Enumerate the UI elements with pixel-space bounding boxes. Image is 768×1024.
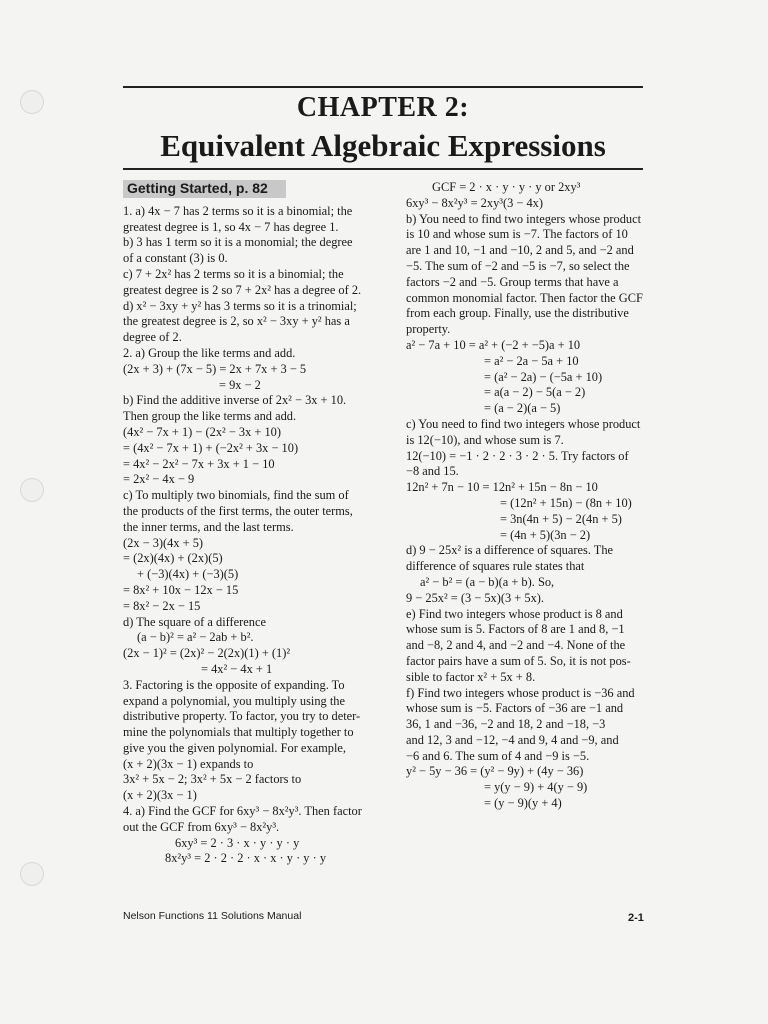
text-line: = 4x² − 4x + 1 bbox=[201, 661, 273, 676]
text-line: mine the polynomials that multiply together to bbox=[123, 725, 354, 740]
binder-hole-middle bbox=[20, 478, 44, 502]
binder-hole-bottom bbox=[20, 862, 44, 886]
text-line: and −8, 2 and 4, and −2 and −4. None of the bbox=[406, 638, 626, 653]
text-line: f) Find two integers whose product is −36 and bbox=[406, 685, 635, 700]
text-line: = a(a − 2) − 5(a − 2) bbox=[484, 385, 586, 400]
text-line: give you the given polynomial. For example, bbox=[123, 740, 346, 755]
text-line: = (a − 2)(a − 5) bbox=[484, 401, 561, 416]
section-banner: Getting Started, p. 82 bbox=[123, 180, 286, 198]
text-line: c) To multiply two binomials, find the sum of bbox=[123, 488, 349, 503]
text-line: c) 7 + 2x² has 2 terms so it is a binomial; the bbox=[123, 266, 344, 281]
text-line: (2x − 1)² = (2x)² − 2(2x)(1) + (1)² bbox=[123, 646, 291, 661]
text-line: −6 and 6. The sum of 4 and −9 is −5. bbox=[406, 748, 590, 763]
text-line: = (2x)(4x) + (2x)(5) bbox=[123, 551, 223, 566]
text-line: d) x² − 3xy + y² has 3 terms so it is a trinomial; bbox=[123, 298, 357, 313]
text-line: Then group the like terms and add. bbox=[123, 409, 297, 424]
text-line: b) You need to find two integers whose product bbox=[406, 211, 642, 226]
right-column bbox=[406, 180, 660, 812]
text-line: GCF = 2 · x · y · y · y or 2xy³ bbox=[432, 180, 581, 194]
text-line: e) Find two integers whose product is 8 and bbox=[406, 606, 623, 621]
text-line: is 10 and whose sum is −7. The factors of 10 bbox=[406, 227, 628, 242]
text-line: difference of squares rule states that bbox=[406, 559, 585, 574]
text-line: expand a polynomial, you multiply using the bbox=[123, 693, 345, 708]
text-line: (2x + 3) + (7x − 5) = 2x + 7x + 3 − 5 bbox=[123, 361, 307, 376]
text-line: are 1 and 10, −1 and −10, 2 and 5, and −2 and bbox=[406, 243, 634, 258]
text-line: (4x² − 7x + 1) − (2x² − 3x + 10) bbox=[123, 424, 281, 439]
text-line: −5. The sum of −2 and −5 is −7, so select the bbox=[406, 258, 630, 273]
text-line: 12n² + 7n − 10 = 12n² + 15n − 8n − 10 bbox=[406, 480, 598, 495]
page-number: 2-1 bbox=[628, 912, 644, 924]
text-line: whose sum is 5. Factors of 8 are 1 and 8, −1 bbox=[406, 622, 625, 637]
text-line: greatest degree is 2 so 7 + 2x² has a degree of 2. bbox=[123, 282, 362, 297]
text-line: whose sum is −5. Factors of −36 are −1 and bbox=[406, 701, 624, 716]
text-line: c) You need to find two integers whose product bbox=[406, 416, 641, 431]
text-line: = 3n(4n + 5) − 2(4n + 5) bbox=[500, 511, 622, 526]
header-rule-top bbox=[123, 86, 643, 88]
text-line: (a − b)² = a² − 2ab + b². bbox=[137, 630, 254, 645]
text-line: 12(−10) = −1 · 2 · 2 · 3 · 2 · 5. Try factors of bbox=[406, 448, 629, 463]
text-line: from each group. Finally, use the distributive bbox=[406, 306, 629, 321]
right-column-text bbox=[406, 180, 660, 812]
text-line: distributive property. To factor, you try to deter- bbox=[123, 709, 361, 724]
text-line: = (12n² + 15n) − (8n + 10) bbox=[500, 495, 632, 510]
text-line: (2x − 3)(4x + 5) bbox=[123, 535, 204, 550]
text-line: the greatest degree is 2, so x² − 3xy + y² has a bbox=[123, 314, 350, 329]
text-line: = (y − 9)(y + 4) bbox=[484, 796, 562, 811]
text-line: 2. a) Group the like terms and add. bbox=[123, 345, 296, 360]
text-line: degree of 2. bbox=[123, 330, 182, 345]
text-line: 36, 1 and −36, −2 and 18, 2 and −18, −3 bbox=[406, 717, 606, 732]
binder-hole-top bbox=[20, 90, 44, 114]
text-line: b) 3 has 1 term so it is a monomial; the degree bbox=[123, 235, 353, 250]
text-line: a² − b² = (a − b)(a + b). So, bbox=[420, 574, 555, 589]
page-title: Equivalent Algebraic Expressions bbox=[160, 128, 606, 163]
text-line: 3. Factoring is the opposite of expanding. To bbox=[123, 677, 345, 692]
text-line: = (a² − 2a) − (−5a + 10) bbox=[484, 369, 603, 384]
text-line: 9 − 25x² = (3 − 5x)(3 + 5x). bbox=[406, 590, 545, 605]
text-line: out the GCF from 6xy³ − 8x²y³. bbox=[123, 819, 280, 834]
text-line: the products of the first terms, the outer terms, bbox=[123, 503, 353, 518]
text-line: d) The square of a difference bbox=[123, 614, 266, 629]
text-line: sible to factor x² + 5x + 8. bbox=[406, 669, 536, 684]
text-line: = 4x² − 2x² − 7x + 3x + 1 − 10 bbox=[123, 456, 275, 471]
left-column bbox=[123, 180, 395, 867]
text-line: = 9x − 2 bbox=[219, 377, 261, 392]
text-line: = y(y − 9) + 4(y − 9) bbox=[484, 780, 588, 795]
text-line: 3x² + 5x − 2; 3x² + 5x − 2 factors to bbox=[123, 772, 302, 787]
text-line: (x + 2)(3x − 1) expands to bbox=[123, 756, 254, 771]
text-line: of a constant (3) is 0. bbox=[123, 251, 228, 266]
text-line: common monomial factor. Then factor the GCF bbox=[406, 290, 643, 305]
text-line: property. bbox=[406, 322, 451, 337]
text-line: factors −2 and −5. Group terms that have a bbox=[406, 274, 619, 289]
text-line: a² − 7a + 10 = a² + (−2 + −5)a + 10 bbox=[406, 337, 581, 352]
text-line: + (−3)(4x) + (−3)(5) bbox=[137, 567, 239, 582]
text-line: (x + 2)(3x − 1) bbox=[123, 788, 197, 803]
text-line: greatest degree is 1, so 4x − 7 has degree 1. bbox=[123, 219, 339, 234]
footer-book-title: Nelson Functions 11 Solutions Manual bbox=[123, 910, 302, 922]
text-line: = 2x² − 4x − 9 bbox=[123, 472, 195, 487]
text-line: −8 and 15. bbox=[406, 464, 459, 479]
text-line: the inner terms, and the last terms. bbox=[123, 519, 294, 534]
text-line: = 8x² + 10x − 12x − 15 bbox=[123, 582, 239, 597]
text-line: 8x²y³ = 2 · 2 · 2 · x · x · y · y · y bbox=[165, 851, 327, 866]
text-line: is 12(−10), and whose sum is 7. bbox=[406, 432, 564, 447]
header-rule-bottom bbox=[123, 168, 643, 170]
text-line: d) 9 − 25x² is a difference of squares. The bbox=[406, 543, 614, 558]
text-line: = 8x² − 2x − 15 bbox=[123, 598, 201, 613]
text-line: = a² − 2a − 5a + 10 bbox=[484, 353, 579, 368]
text-line: 4. a) Find the GCF for 6xy³ − 8x²y³. Then factor bbox=[123, 804, 362, 819]
chapter-label: CHAPTER 2: bbox=[296, 92, 470, 123]
left-column-text bbox=[123, 204, 395, 867]
text-line: y² − 5y − 36 = (y² − 9y) + (4y − 36) bbox=[406, 764, 584, 779]
text-line: factor pairs have a sum of 5. So, it is not pos- bbox=[406, 653, 631, 668]
text-line: and 12, 3 and −12, −4 and 9, 4 and −9, and bbox=[406, 732, 619, 747]
text-line: 6xy³ = 2 · 3 · x · y · y · y bbox=[175, 835, 300, 850]
text-line: 6xy³ − 8x²y³ = 2xy³(3 − 4x) bbox=[406, 195, 544, 210]
text-line: = (4x² − 7x + 1) + (−2x² + 3x − 10) bbox=[123, 440, 299, 455]
text-line: b) Find the additive inverse of 2x² − 3x + 10. bbox=[123, 393, 347, 408]
text-line: = (4n + 5)(3n − 2) bbox=[500, 527, 591, 542]
text-line: 1. a) 4x − 7 has 2 terms so it is a binomial; the bbox=[123, 203, 353, 218]
